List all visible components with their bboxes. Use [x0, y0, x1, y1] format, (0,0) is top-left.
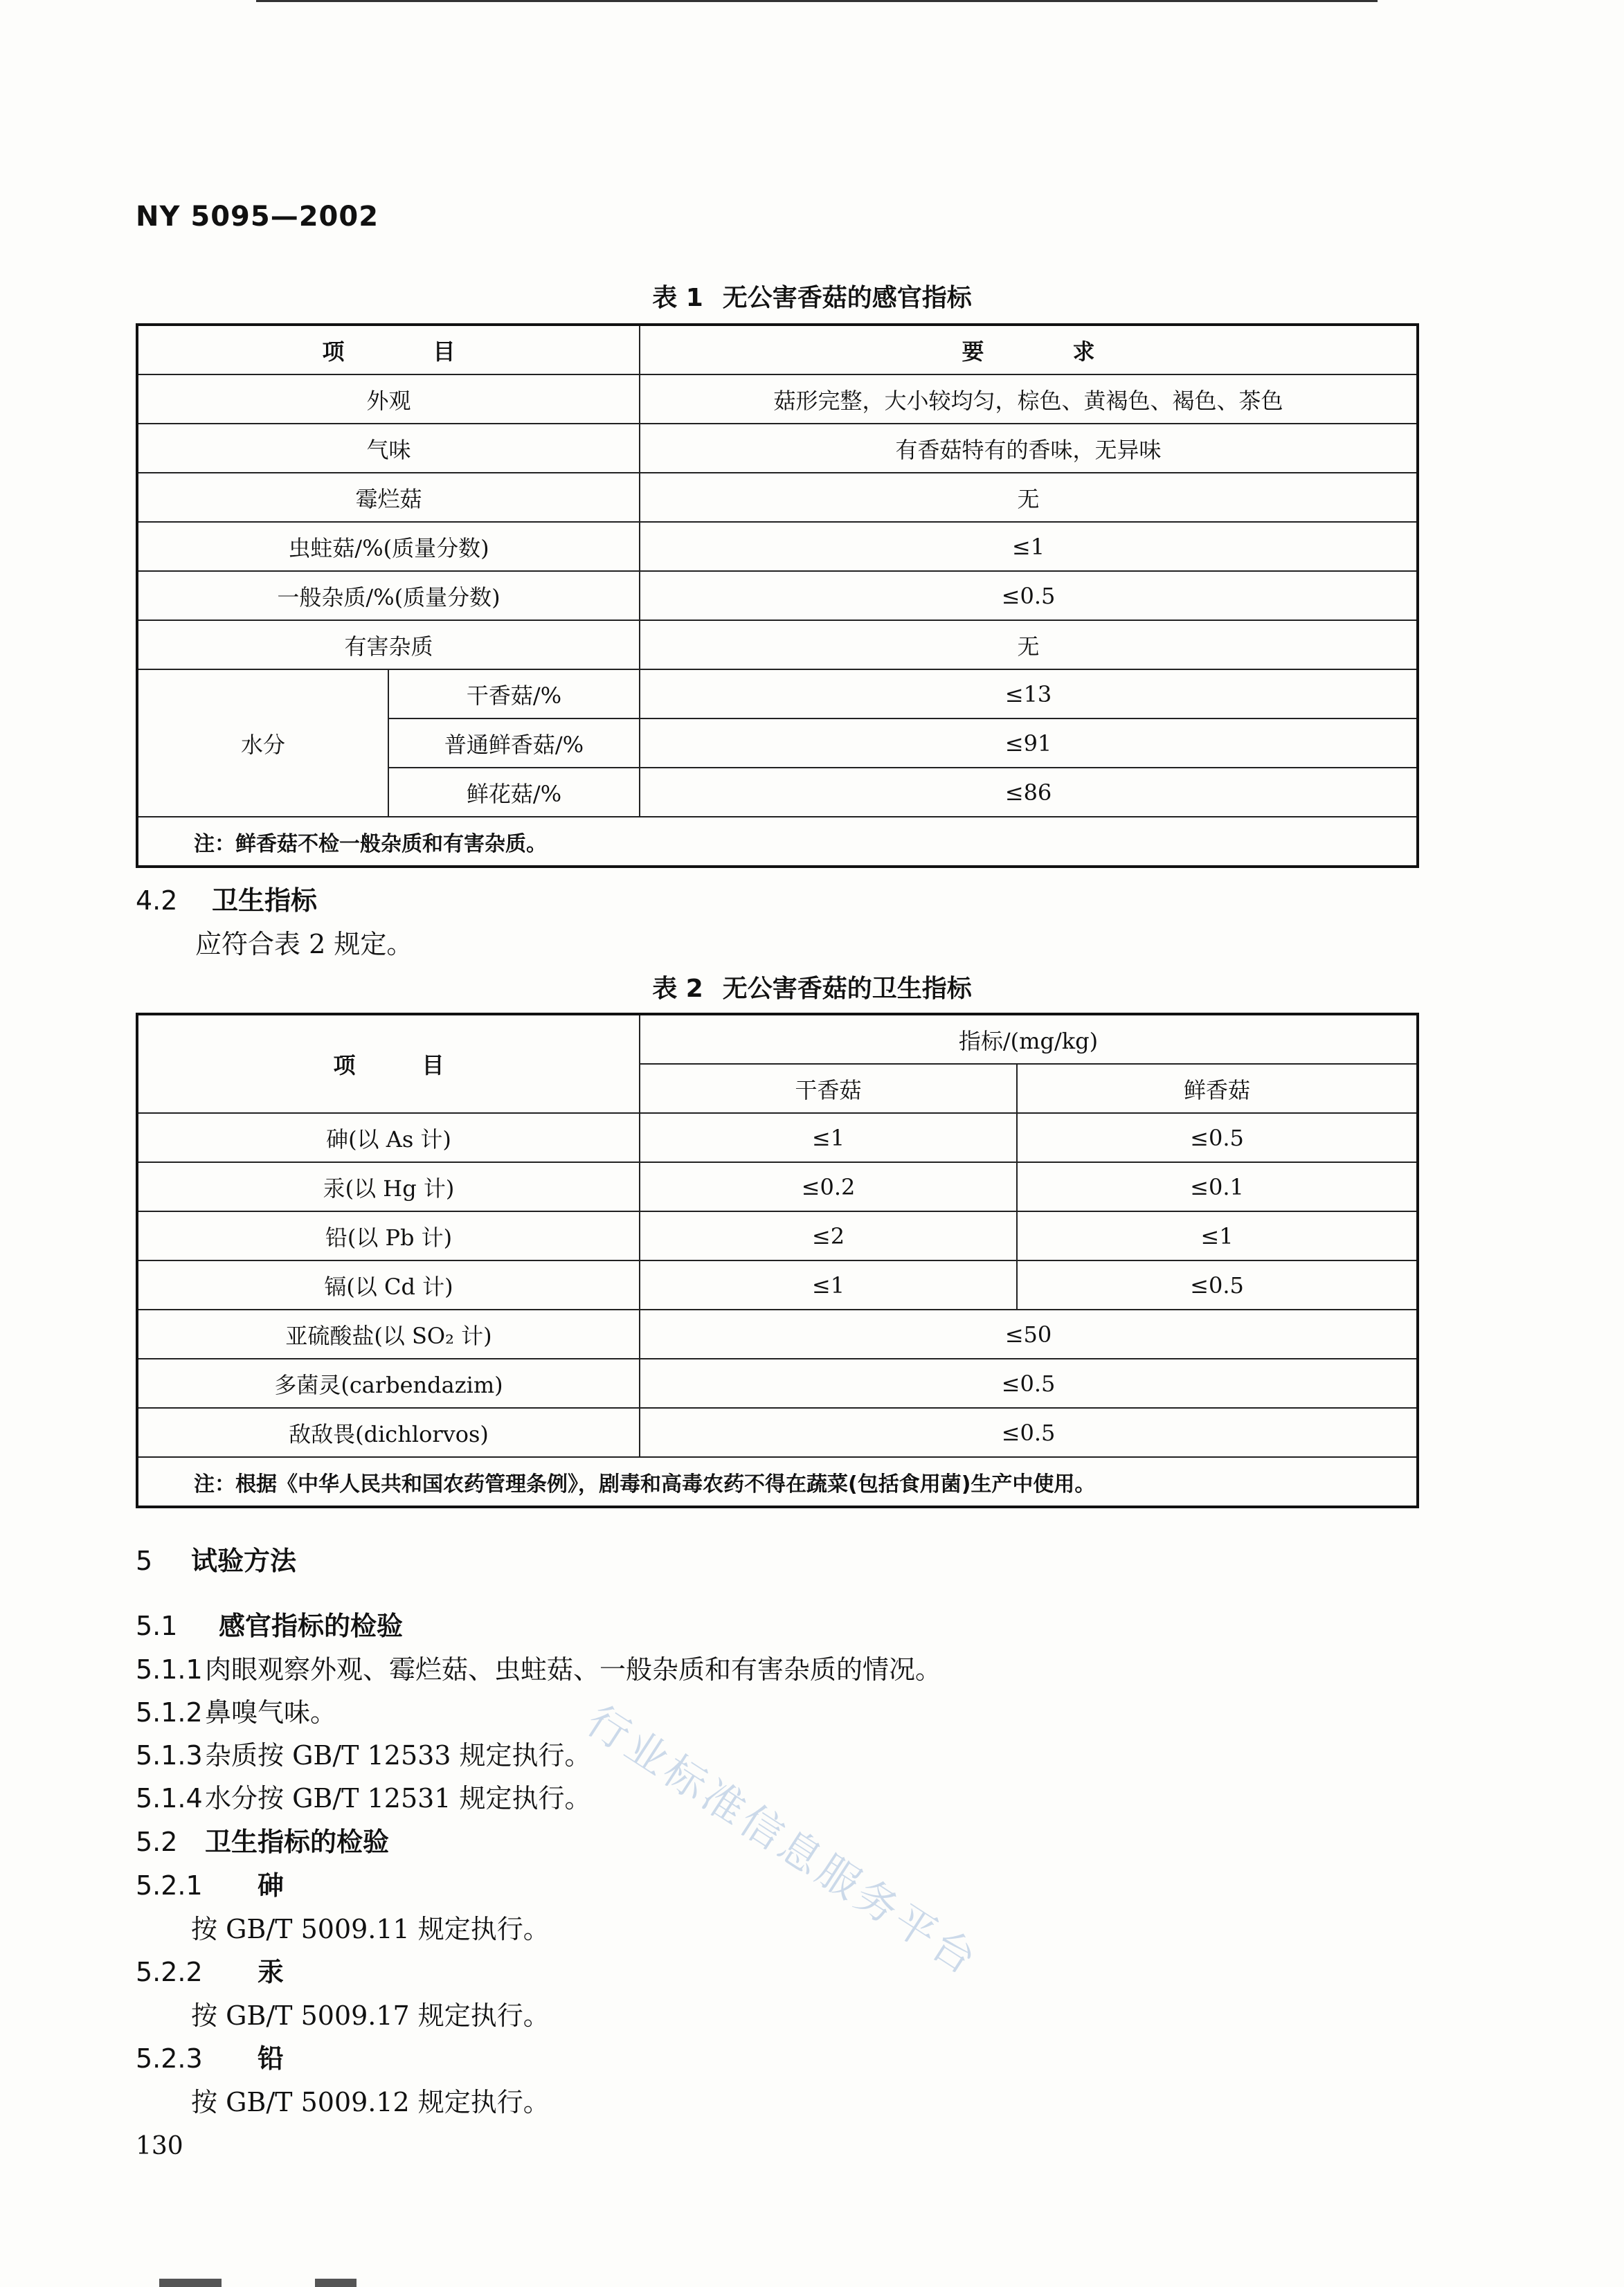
table2-cell-value: ≤50	[640, 1310, 1418, 1359]
table1-cell-item: 外观	[137, 374, 640, 424]
table-row	[137, 1211, 1418, 1260]
table1-cell-value: ≤1	[640, 522, 1418, 571]
table1-cell-value: 无	[640, 473, 1418, 522]
section-5-1-2	[136, 1691, 336, 1729]
table1-cell-value: 有香菇特有的香味，无异味	[640, 424, 1418, 473]
section-number: 5	[136, 1546, 153, 1576]
section-5-1-4	[136, 1777, 591, 1815]
table1-note: 注：鲜香菇不检一般杂质和有害杂质。	[137, 817, 1418, 867]
section-text: 肉眼观察外观、霉烂菇、虫蛀菇、一般杂质和有害杂质的情况。	[205, 1654, 942, 1685]
table-row	[137, 1408, 1418, 1457]
table2-cell-item: 铅(以 Pb 计)	[137, 1211, 640, 1260]
section-number: 5.1.1	[136, 1654, 203, 1685]
table2-cell-item: 多菌灵(carbendazim)	[137, 1359, 640, 1408]
table1-cell-item: 霉烂菇	[137, 473, 640, 522]
table2-cell-dry: ≤0.2	[640, 1162, 1017, 1211]
section-title: 卫生指标的检验	[205, 1827, 390, 1857]
table2-cell-item: 砷(以 As 计)	[137, 1113, 640, 1162]
scan-mark	[159, 2279, 222, 2287]
section-5-2-heading	[136, 1820, 389, 1859]
section-5-1-3	[136, 1734, 591, 1772]
table1-caption-title: 无公害香菇的感官指标	[722, 284, 972, 312]
table2-cell-fresh: ≤0.5	[1017, 1260, 1418, 1310]
table-row	[137, 1260, 1418, 1310]
section-4-2-heading	[136, 879, 317, 917]
table2-caption-title: 无公害香菇的卫生指标	[722, 975, 972, 1003]
section-5-2-3-text: 按 GB/T 5009.12 规定执行。	[191, 2087, 550, 2117]
table1-cell-item: 气味	[137, 424, 640, 473]
section-4-2-text: 应符合表 2 规定。	[195, 929, 413, 959]
table1-cell-item: 一般杂质/%(质量分数)	[137, 571, 640, 620]
table1-header-requirement: 要 求	[640, 325, 1418, 374]
section-number: 5.2.2	[136, 1957, 203, 1987]
table2-cell-dry: ≤2	[640, 1211, 1017, 1260]
table1-cell-item: 有害杂质	[137, 620, 640, 669]
table2-cell-value: ≤0.5	[640, 1359, 1418, 1408]
section-text: 杂质按 GB/T 12533 规定执行。	[205, 1740, 591, 1771]
table1-cell-subitem: 干香菇/%	[388, 669, 640, 718]
table2-caption-no: 表 2	[652, 975, 703, 1003]
table1-cell-value: ≤86	[640, 768, 1418, 817]
table2-note: 注：根据《中华人民共和国农药管理条例》，剧毒和高毒农药不得在蔬菜(包括食用菌)生产中使用。	[137, 1457, 1418, 1507]
table-row	[137, 571, 1418, 620]
table-row	[137, 1359, 1418, 1408]
section-5-1-heading	[136, 1604, 403, 1643]
table-row	[137, 620, 1418, 669]
doc-number: NY 5095—2002	[136, 201, 379, 233]
table1-cell-value: ≤0.5	[640, 571, 1418, 620]
section-5-1-1	[136, 1648, 941, 1686]
table1-caption	[0, 278, 1624, 314]
section-5-2-3-heading	[136, 2037, 284, 2075]
table2-cell-dry: ≤1	[640, 1260, 1017, 1310]
table1-cell-value: 菇形完整，大小较均匀，棕色、黄褐色、褐色、茶色	[640, 374, 1418, 424]
table-row	[137, 522, 1418, 571]
table2-cell-item: 汞(以 Hg 计)	[137, 1162, 640, 1211]
section-text: 鼻嗅气味。	[205, 1697, 337, 1728]
section-number: 5.1.2	[136, 1697, 203, 1728]
section-title: 铅	[258, 2043, 285, 2074]
section-5-2-2-text: 按 GB/T 5009.17 规定执行。	[191, 2000, 550, 2031]
table1-cell-item: 虫蛀菇/%(质量分数)	[137, 522, 640, 571]
table1-caption-no: 表 1	[652, 284, 703, 312]
table1	[136, 323, 1419, 868]
table-row	[137, 1162, 1418, 1211]
section-number: 5.2.3	[136, 2043, 203, 2074]
table1-cell-value: ≤91	[640, 718, 1418, 768]
table-row	[137, 1310, 1418, 1359]
section-text: 水分按 GB/T 12531 规定执行。	[205, 1783, 591, 1814]
section-number: 5.1.3	[136, 1740, 203, 1771]
section-5-2-2-heading	[136, 1951, 284, 1989]
scan-mark	[315, 2279, 357, 2287]
table2-header-index: 指标/(mg/kg)	[640, 1014, 1418, 1064]
table1-cell-subitem: 普通鲜香菇/%	[388, 718, 640, 768]
top-rule	[256, 0, 1378, 2]
table2-header-dry: 干香菇	[640, 1064, 1017, 1113]
table2-cell-item: 镉(以 Cd 计)	[137, 1260, 640, 1310]
table1-cell-value: 无	[640, 620, 1418, 669]
table2	[136, 1013, 1419, 1508]
table-row	[137, 669, 1418, 718]
section-number: 5.2	[136, 1827, 178, 1857]
section-number: 5.1	[136, 1611, 178, 1641]
table1-header-item: 项 目	[137, 325, 640, 374]
section-number: 5.1.4	[136, 1783, 203, 1814]
table2-caption	[0, 969, 1624, 1004]
table2-cell-item: 亚硫酸盐(以 SO₂ 计)	[137, 1310, 640, 1359]
section-5-2-1-heading	[136, 1864, 284, 1902]
table2-cell-value: ≤0.5	[640, 1408, 1418, 1457]
table-row	[137, 1113, 1418, 1162]
page-number: 130	[136, 2132, 183, 2160]
table2-header-item: 项 目	[137, 1014, 640, 1113]
table1-moisture-label: 水分	[137, 669, 388, 817]
section-title: 试验方法	[191, 1546, 297, 1576]
section-title: 感官指标的检验	[219, 1611, 404, 1641]
section-5-heading	[136, 1539, 296, 1578]
section-title: 汞	[258, 1957, 285, 1987]
table-row	[137, 473, 1418, 522]
table2-header-fresh: 鲜香菇	[1017, 1064, 1418, 1113]
section-title: 砷	[258, 1870, 285, 1901]
table2-cell-fresh: ≤0.1	[1017, 1162, 1418, 1211]
table2-cell-fresh: ≤1	[1017, 1211, 1418, 1260]
section-number: 4.2	[136, 885, 178, 916]
table-row	[137, 374, 1418, 424]
section-title: 卫生指标	[212, 885, 318, 916]
table2-cell-item: 敌敌畏(dichlorvos)	[137, 1408, 640, 1457]
table1-cell-value: ≤13	[640, 669, 1418, 718]
table-row	[137, 424, 1418, 473]
table1-cell-subitem: 鲜花菇/%	[388, 768, 640, 817]
section-number: 5.2.1	[136, 1870, 203, 1901]
watermark: 行业标准信息服务平台	[577, 1696, 988, 1987]
table2-cell-dry: ≤1	[640, 1113, 1017, 1162]
section-5-2-1-text: 按 GB/T 5009.11 规定执行。	[191, 1914, 550, 1944]
table2-cell-fresh: ≤0.5	[1017, 1113, 1418, 1162]
